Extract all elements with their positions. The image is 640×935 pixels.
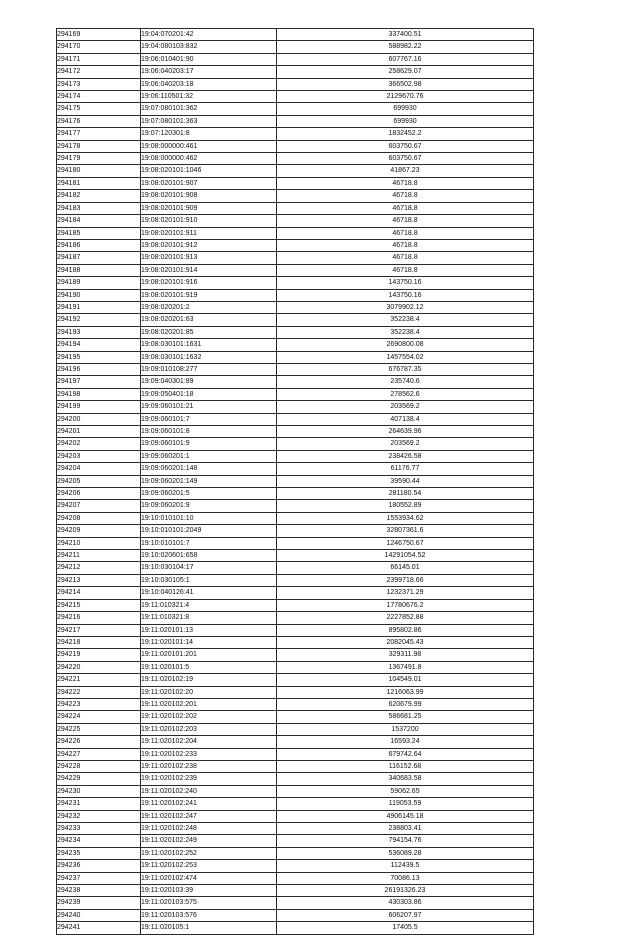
row-number-cell: 294214 <box>57 587 141 599</box>
cadastral-number-cell: 19:06:110501:32 <box>141 91 277 103</box>
value-cell: 46718.8 <box>277 252 534 264</box>
value-cell: 794154.76 <box>277 835 534 847</box>
cadastral-number-cell: 19:08:020101:913 <box>141 252 277 264</box>
row-number-cell: 294221 <box>57 674 141 686</box>
table-row <box>57 587 534 599</box>
row-number-cell: 294189 <box>57 277 141 289</box>
value-cell: 676787.35 <box>277 363 534 375</box>
row-number-cell: 294191 <box>57 301 141 313</box>
row-number-cell: 294177 <box>57 128 141 140</box>
row-number-cell: 294197 <box>57 376 141 388</box>
row-number-cell: 294216 <box>57 612 141 624</box>
cadastral-number-cell: 19:08:000000:462 <box>141 153 277 165</box>
row-number-cell: 294176 <box>57 115 141 127</box>
row-number-cell: 294240 <box>57 909 141 921</box>
value-cell: 603750.67 <box>277 140 534 152</box>
value-cell: 699930 <box>277 115 534 127</box>
row-number-cell: 294207 <box>57 500 141 512</box>
cadastral-number-cell: 19:10:030105:1 <box>141 574 277 586</box>
row-number-cell: 294172 <box>57 66 141 78</box>
table-row <box>57 649 534 661</box>
value-cell: 607767.16 <box>277 53 534 65</box>
table-row <box>57 41 534 53</box>
table-row <box>57 500 534 512</box>
cadastral-number-cell: 19:11:020102:20 <box>141 686 277 698</box>
row-number-cell: 294215 <box>57 599 141 611</box>
value-cell: 61176.77 <box>277 463 534 475</box>
value-cell: 1367491.8 <box>277 661 534 673</box>
table-row <box>57 922 534 934</box>
cadastral-number-cell: 19:08:000000:461 <box>141 140 277 152</box>
table-row <box>57 760 534 772</box>
cadastral-number-cell: 19:06:010401:90 <box>141 53 277 65</box>
cadastral-number-cell: 19:11:020103:576 <box>141 909 277 921</box>
cadastral-number-cell: 19:11:020103:575 <box>141 897 277 909</box>
cadastral-number-cell: 19:11:010321:8 <box>141 612 277 624</box>
cadastral-number-cell: 19:11:020102:240 <box>141 785 277 797</box>
cadastral-number-cell: 19:04:070201:42 <box>141 29 277 41</box>
row-number-cell: 294210 <box>57 537 141 549</box>
table-row <box>57 835 534 847</box>
cadastral-number-cell: 19:09:050401:18 <box>141 388 277 400</box>
value-cell: 620679.99 <box>277 698 534 710</box>
table-row <box>57 388 534 400</box>
value-cell: 281180.54 <box>277 488 534 500</box>
row-number-cell: 294178 <box>57 140 141 152</box>
cadastral-number-cell: 19:09:060201:5 <box>141 488 277 500</box>
table-row <box>57 823 534 835</box>
value-cell: 116152.68 <box>277 760 534 772</box>
cadastral-number-cell: 19:11:020102:204 <box>141 736 277 748</box>
row-number-cell: 294238 <box>57 885 141 897</box>
value-cell: 340683.58 <box>277 773 534 785</box>
cadastral-number-cell: 19:09:060201:1 <box>141 450 277 462</box>
row-number-cell: 294174 <box>57 91 141 103</box>
table-row <box>57 599 534 611</box>
cadastral-number-cell: 19:08:020101:911 <box>141 227 277 239</box>
table-row <box>57 748 534 760</box>
table-row <box>57 78 534 90</box>
cadastral-number-cell: 19:07:120301:8 <box>141 128 277 140</box>
value-cell: 203569.2 <box>277 438 534 450</box>
row-number-cell: 294206 <box>57 488 141 500</box>
table-row <box>57 525 534 537</box>
table-row <box>57 66 534 78</box>
value-cell: 407138.4 <box>277 413 534 425</box>
row-number-cell: 294231 <box>57 798 141 810</box>
cadastral-number-cell: 19:08:020201:2 <box>141 301 277 313</box>
table-row <box>57 550 534 562</box>
value-cell: 70086.13 <box>277 872 534 884</box>
value-cell: 1553934.62 <box>277 512 534 524</box>
table-row <box>57 277 534 289</box>
row-number-cell: 294179 <box>57 153 141 165</box>
table-row <box>57 537 534 549</box>
table-row <box>57 785 534 797</box>
value-cell: 17780676.2 <box>277 599 534 611</box>
row-number-cell: 294184 <box>57 215 141 227</box>
cadastral-number-cell: 19:11:020101:14 <box>141 636 277 648</box>
table-row <box>57 103 534 115</box>
cadastral-number-cell: 19:06:040203:18 <box>141 78 277 90</box>
table-row <box>57 723 534 735</box>
cadastral-number-cell: 19:11:010321:4 <box>141 599 277 611</box>
value-cell: 41867.23 <box>277 165 534 177</box>
cadastral-number-cell: 19:08:020101:912 <box>141 239 277 251</box>
value-cell: 66145.01 <box>277 562 534 574</box>
value-cell: 699930 <box>277 103 534 115</box>
cadastral-number-cell: 19:07:080101:363 <box>141 115 277 127</box>
cadastral-number-cell: 19:08:020201:63 <box>141 314 277 326</box>
row-number-cell: 294187 <box>57 252 141 264</box>
cadastral-number-cell: 19:11:020102:202 <box>141 711 277 723</box>
value-cell: 536089.28 <box>277 847 534 859</box>
table-row <box>57 736 534 748</box>
row-number-cell: 294236 <box>57 860 141 872</box>
value-cell: 46718.8 <box>277 227 534 239</box>
row-number-cell: 294198 <box>57 388 141 400</box>
cadastral-number-cell: 19:09:060201:9 <box>141 500 277 512</box>
value-cell: 1832452.2 <box>277 128 534 140</box>
cadastral-number-cell: 19:09:060101:9 <box>141 438 277 450</box>
cadastral-number-cell: 19:08:020101:916 <box>141 277 277 289</box>
table-row <box>57 885 534 897</box>
table-row <box>57 314 534 326</box>
cadastral-number-cell: 19:09:060101:7 <box>141 413 277 425</box>
cadastral-number-cell: 19:11:020102:253 <box>141 860 277 872</box>
cadastral-number-cell: 19:11:020102:248 <box>141 823 277 835</box>
row-number-cell: 294200 <box>57 413 141 425</box>
cadastral-number-cell: 19:11:020102:249 <box>141 835 277 847</box>
value-cell: 264639.96 <box>277 426 534 438</box>
table-row <box>57 140 534 152</box>
value-cell: 329311.98 <box>277 649 534 661</box>
cadastral-number-cell: 19:11:020102:252 <box>141 847 277 859</box>
value-cell: 1216063.99 <box>277 686 534 698</box>
table-row <box>57 512 534 524</box>
row-number-cell: 294170 <box>57 41 141 53</box>
value-cell: 606207.97 <box>277 909 534 921</box>
cadastral-number-cell: 19:11:020101:5 <box>141 661 277 673</box>
value-cell: 39590.44 <box>277 475 534 487</box>
table-row <box>57 909 534 921</box>
value-cell: 16593.24 <box>277 736 534 748</box>
row-number-cell: 294241 <box>57 922 141 934</box>
table-body <box>57 29 534 935</box>
value-cell: 59062.65 <box>277 785 534 797</box>
cadastral-number-cell: 19:08:020101:919 <box>141 289 277 301</box>
row-number-cell: 294195 <box>57 351 141 363</box>
value-cell: 2399718.66 <box>277 574 534 586</box>
cadastral-number-cell: 19:08:020101:910 <box>141 215 277 227</box>
table-row <box>57 872 534 884</box>
row-number-cell: 294208 <box>57 512 141 524</box>
cadastral-number-cell: 19:08:020201:85 <box>141 326 277 338</box>
cadastral-number-cell: 19:11:020101:201 <box>141 649 277 661</box>
table-row <box>57 376 534 388</box>
row-number-cell: 294213 <box>57 574 141 586</box>
cadastral-number-cell: 19:11:020102:238 <box>141 760 277 772</box>
row-number-cell: 294182 <box>57 190 141 202</box>
cadastral-number-cell: 19:08:020101:1046 <box>141 165 277 177</box>
table-row <box>57 91 534 103</box>
cadastral-number-cell: 19:11:020102:247 <box>141 810 277 822</box>
table-row <box>57 29 534 41</box>
value-cell: 1232371.29 <box>277 587 534 599</box>
row-number-cell: 294229 <box>57 773 141 785</box>
row-number-cell: 294201 <box>57 426 141 438</box>
value-cell: 46718.8 <box>277 177 534 189</box>
value-cell: 235740.6 <box>277 376 534 388</box>
row-number-cell: 294212 <box>57 562 141 574</box>
cadastral-number-cell: 19:11:020102:241 <box>141 798 277 810</box>
table-row <box>57 227 534 239</box>
row-number-cell: 294173 <box>57 78 141 90</box>
table-row <box>57 264 534 276</box>
value-cell: 352238.4 <box>277 326 534 338</box>
row-number-cell: 294230 <box>57 785 141 797</box>
row-number-cell: 294232 <box>57 810 141 822</box>
table-row <box>57 128 534 140</box>
cadastral-number-cell: 19:09:060201:148 <box>141 463 277 475</box>
row-number-cell: 294181 <box>57 177 141 189</box>
row-number-cell: 294203 <box>57 450 141 462</box>
row-number-cell: 294227 <box>57 748 141 760</box>
value-cell: 258629.07 <box>277 66 534 78</box>
cadastral-number-cell: 19:11:020102:474 <box>141 872 277 884</box>
value-cell: 143750.16 <box>277 277 534 289</box>
table-row <box>57 115 534 127</box>
value-cell: 3079902.12 <box>277 301 534 313</box>
row-number-cell: 294190 <box>57 289 141 301</box>
row-number-cell: 294225 <box>57 723 141 735</box>
cadastral-number-cell: 19:08:020101:909 <box>141 202 277 214</box>
table-row <box>57 239 534 251</box>
row-number-cell: 294218 <box>57 636 141 648</box>
value-cell: 679742.64 <box>277 748 534 760</box>
table-row <box>57 475 534 487</box>
cadastral-number-cell: 19:11:020102:201 <box>141 698 277 710</box>
table-row <box>57 773 534 785</box>
table-row <box>57 574 534 586</box>
table-row <box>57 661 534 673</box>
cadastral-number-cell: 19:11:020102:19 <box>141 674 277 686</box>
value-cell: 2082045.43 <box>277 636 534 648</box>
row-number-cell: 294237 <box>57 872 141 884</box>
row-number-cell: 294185 <box>57 227 141 239</box>
value-cell: 352238.4 <box>277 314 534 326</box>
cadastral-number-cell: 19:10:010101:2049 <box>141 525 277 537</box>
row-number-cell: 294186 <box>57 239 141 251</box>
row-number-cell: 294233 <box>57 823 141 835</box>
table-row <box>57 674 534 686</box>
cadastral-number-cell: 19:10:010101:10 <box>141 512 277 524</box>
cadastral-number-cell: 19:08:020101:914 <box>141 264 277 276</box>
table-row <box>57 463 534 475</box>
table-row <box>57 636 534 648</box>
row-number-cell: 294226 <box>57 736 141 748</box>
value-cell: 46718.8 <box>277 264 534 276</box>
value-cell: 2690800.08 <box>277 339 534 351</box>
value-cell: 588982.22 <box>277 41 534 53</box>
value-cell: 46718.8 <box>277 190 534 202</box>
table-row <box>57 252 534 264</box>
row-number-cell: 294194 <box>57 339 141 351</box>
table-row <box>57 53 534 65</box>
table-row <box>57 798 534 810</box>
table-row <box>57 289 534 301</box>
table-row <box>57 177 534 189</box>
table-row <box>57 426 534 438</box>
row-number-cell: 294175 <box>57 103 141 115</box>
row-number-cell: 294169 <box>57 29 141 41</box>
table-row <box>57 190 534 202</box>
table-row <box>57 401 534 413</box>
row-number-cell: 294228 <box>57 760 141 772</box>
cadastral-number-cell: 19:09:010108:277 <box>141 363 277 375</box>
row-number-cell: 294171 <box>57 53 141 65</box>
cadastral-number-cell: 19:11:020102:233 <box>141 748 277 760</box>
table-row <box>57 612 534 624</box>
row-number-cell: 294192 <box>57 314 141 326</box>
row-number-cell: 294188 <box>57 264 141 276</box>
cadastral-number-cell: 19:11:020102:239 <box>141 773 277 785</box>
value-cell: 32807361.6 <box>277 525 534 537</box>
row-number-cell: 294199 <box>57 401 141 413</box>
cadastral-number-cell: 19:07:080101:362 <box>141 103 277 115</box>
value-cell: 1246750.67 <box>277 537 534 549</box>
row-number-cell: 294217 <box>57 624 141 636</box>
cadastral-number-cell: 19:10:030104:17 <box>141 562 277 574</box>
value-cell: 1537200 <box>277 723 534 735</box>
cadastral-number-cell: 19:11:020105:1 <box>141 922 277 934</box>
table-row <box>57 438 534 450</box>
value-cell: 143750.16 <box>277 289 534 301</box>
table-row <box>57 810 534 822</box>
table-row <box>57 562 534 574</box>
cadastral-number-cell: 19:11:020103:39 <box>141 885 277 897</box>
value-cell: 586681.25 <box>277 711 534 723</box>
table-row <box>57 339 534 351</box>
table-row <box>57 450 534 462</box>
cadastral-number-cell: 19:04:080103:832 <box>141 41 277 53</box>
row-number-cell: 294202 <box>57 438 141 450</box>
row-number-cell: 294209 <box>57 525 141 537</box>
cadastral-number-cell: 19:08:020101:908 <box>141 190 277 202</box>
cadastral-number-cell: 19:08:030101:1631 <box>141 339 277 351</box>
cadastral-number-cell: 19:09:060101:21 <box>141 401 277 413</box>
table-row <box>57 363 534 375</box>
row-number-cell: 294235 <box>57 847 141 859</box>
table-row <box>57 202 534 214</box>
row-number-cell: 294196 <box>57 363 141 375</box>
cadastral-number-cell: 19:11:020101:13 <box>141 624 277 636</box>
row-number-cell: 294220 <box>57 661 141 673</box>
value-cell: 2129670.76 <box>277 91 534 103</box>
value-cell: 46718.8 <box>277 239 534 251</box>
cadastral-number-cell: 19:10:040126:41 <box>141 587 277 599</box>
value-cell: 4906145.18 <box>277 810 534 822</box>
table-row <box>57 351 534 363</box>
value-cell: 337400.51 <box>277 29 534 41</box>
row-number-cell: 294239 <box>57 897 141 909</box>
row-number-cell: 294234 <box>57 835 141 847</box>
cadastral-number-cell: 19:08:020101:907 <box>141 177 277 189</box>
value-cell: 104549.01 <box>277 674 534 686</box>
value-cell: 366502.98 <box>277 78 534 90</box>
table-row <box>57 711 534 723</box>
value-cell: 238803.41 <box>277 823 534 835</box>
table-row <box>57 686 534 698</box>
value-cell: 112439.5 <box>277 860 534 872</box>
value-cell: 603750.67 <box>277 153 534 165</box>
row-number-cell: 294219 <box>57 649 141 661</box>
table-row <box>57 165 534 177</box>
value-cell: 1457554.02 <box>277 351 534 363</box>
value-cell: 895802.86 <box>277 624 534 636</box>
row-number-cell: 294223 <box>57 698 141 710</box>
value-cell: 119053.59 <box>277 798 534 810</box>
value-cell: 203569.2 <box>277 401 534 413</box>
row-number-cell: 294224 <box>57 711 141 723</box>
cadastral-number-cell: 19:09:040301:89 <box>141 376 277 388</box>
table-row <box>57 301 534 313</box>
table-row <box>57 326 534 338</box>
value-cell: 2227852.88 <box>277 612 534 624</box>
row-number-cell: 294204 <box>57 463 141 475</box>
cadastral-number-cell: 19:09:060101:8 <box>141 426 277 438</box>
row-number-cell: 294183 <box>57 202 141 214</box>
data-table <box>56 28 534 935</box>
table-row <box>57 698 534 710</box>
value-cell: 238426.58 <box>277 450 534 462</box>
cadastral-number-cell: 19:09:060201:149 <box>141 475 277 487</box>
table-row <box>57 624 534 636</box>
table-row <box>57 847 534 859</box>
table-row <box>57 897 534 909</box>
cadastral-number-cell: 19:08:030101:1632 <box>141 351 277 363</box>
table-row <box>57 413 534 425</box>
value-cell: 26191326.23 <box>277 885 534 897</box>
row-number-cell: 294193 <box>57 326 141 338</box>
table-row <box>57 153 534 165</box>
row-number-cell: 294211 <box>57 550 141 562</box>
value-cell: 46718.8 <box>277 202 534 214</box>
table-row <box>57 488 534 500</box>
value-cell: 180552.89 <box>277 500 534 512</box>
value-cell: 17405.5 <box>277 922 534 934</box>
value-cell: 430303.86 <box>277 897 534 909</box>
cadastral-number-cell: 19:10:010101:7 <box>141 537 277 549</box>
row-number-cell: 294180 <box>57 165 141 177</box>
value-cell: 46718.8 <box>277 215 534 227</box>
table-row <box>57 860 534 872</box>
table-row <box>57 215 534 227</box>
value-cell: 278562.6 <box>277 388 534 400</box>
cadastral-number-cell: 19:06:040203:17 <box>141 66 277 78</box>
value-cell: 14291054.52 <box>277 550 534 562</box>
cadastral-number-cell: 19:11:020102:203 <box>141 723 277 735</box>
row-number-cell: 294222 <box>57 686 141 698</box>
row-number-cell: 294205 <box>57 475 141 487</box>
cadastral-number-cell: 19:10:020601:658 <box>141 550 277 562</box>
